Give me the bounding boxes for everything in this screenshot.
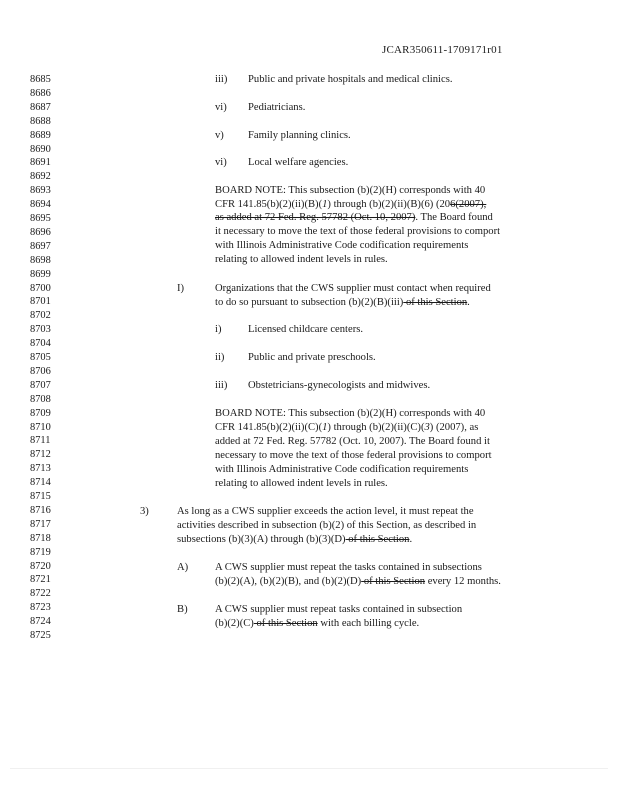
note-italic: 1 [322, 199, 328, 210]
item-text-part: . [409, 534, 413, 545]
line-number: 8700 [30, 282, 51, 294]
line-number: 8695 [30, 213, 51, 224]
line-number: 8723 [30, 602, 51, 614]
item-text: Public and private hospitals and medical clinics. [248, 74, 453, 85]
item-label: B) [177, 604, 188, 615]
item-label: i) [215, 324, 222, 335]
item-text: activities described in subsection (b)(2) of this Section, as described in [177, 520, 477, 531]
line-number: 8722 [30, 588, 51, 600]
item-text-part: (b)(2)(C) [215, 618, 254, 629]
item-text [215, 576, 501, 587]
note-line: relating to allowed indent levels in rules. [215, 478, 388, 489]
note-text: . The Board found [415, 212, 493, 223]
item-text: Obstetricians-gynecologists and midwives. [248, 380, 431, 391]
line-number: 8721 [30, 574, 51, 586]
line-number: 8685 [30, 74, 51, 85]
item-text: Licensed childcare centers. [248, 324, 363, 335]
item-text-part: subsections (b)(3)(A) through (b)(3)(D) [177, 534, 346, 545]
line-number: 8701 [30, 296, 51, 308]
item-label: 3) [140, 506, 149, 517]
line-number: 8715 [30, 491, 51, 502]
item-text: Organizations that the CWS supplier must contact when required [215, 283, 491, 294]
note-line: with Illinois Administrative Code codification requirements [215, 240, 469, 251]
deleted-text: 6 [450, 199, 456, 210]
note-text: CFR 141.85(b)(2)(ii)(B)( [215, 199, 323, 210]
line-number: 8712 [30, 449, 51, 461]
note-line [215, 422, 478, 433]
line-number: 8697 [30, 240, 51, 252]
line-number: 8696 [30, 226, 51, 238]
line-number: 8707 [30, 379, 51, 391]
line-number: 8713 [30, 463, 51, 475]
line-number: 8702 [30, 310, 51, 322]
line-number: 8698 [30, 254, 51, 266]
note-text: ) through (b)(2)(ii)(B)(6) (20 [327, 199, 451, 210]
item-text-part: (b)(2)(A), (b)(2)(B), and (b)(2)(D) [215, 576, 362, 587]
item-text: A CWS supplier must repeat tasks contained in subsection [215, 604, 463, 615]
note-italic: 1 [322, 422, 328, 433]
item-text-part: . [467, 297, 470, 308]
item-text: Local welfare agencies. [248, 157, 349, 168]
line-number: 8708 [30, 393, 51, 405]
item-label: I) [177, 283, 185, 294]
line-number: 8686 [30, 87, 51, 99]
note-line: added at 72 Fed. Reg. 57782 (Oct. 10, 2007). The Board found it [215, 436, 490, 447]
line-number: 8714 [30, 477, 51, 489]
item-label: v) [215, 130, 224, 141]
deleted-text: of this Section [403, 297, 468, 308]
line-number: 8711 [30, 435, 51, 447]
line-number: 8720 [30, 560, 51, 572]
deleted-text: of this Section [345, 534, 410, 545]
line-number: 8692 [30, 171, 51, 183]
line-number: 8690 [30, 143, 51, 155]
item-text: A CWS supplier must repeat the tasks contained in subsections [215, 562, 482, 573]
line-number: 8706 [30, 365, 51, 377]
page-bottom-divider [10, 768, 608, 769]
line-number: 8705 [30, 352, 51, 363]
line-number: 8725 [30, 630, 51, 641]
line-number: 8704 [30, 338, 51, 350]
item-text [177, 534, 412, 545]
deleted-text: of this Section [361, 576, 426, 587]
note-line: it necessary to move the text of those federal provisions to comport [215, 226, 501, 237]
line-number: 8716 [30, 504, 51, 516]
item-label: ii) [215, 352, 225, 363]
item-text-part: to do so pursuant to subsection (b)(2)(B)(iii) [215, 297, 404, 308]
line-number: 8709 [30, 407, 51, 419]
line-number: 8694 [30, 199, 51, 211]
item-label: vi) [215, 157, 227, 168]
item-label: A) [177, 562, 189, 573]
line-number: 8710 [30, 421, 51, 433]
line-number: 8688 [30, 115, 51, 127]
line-number: 8718 [30, 532, 51, 544]
item-text [215, 618, 419, 629]
item-label: iii) [215, 380, 228, 391]
note-line: BOARD NOTE: This subsection (b)(2)(H) corresponds with 40 [215, 185, 486, 196]
item-text [215, 297, 470, 308]
line-number: 8724 [30, 616, 51, 628]
note-line: BOARD NOTE: This subsection (b)(2)(H) corresponds with 40 [215, 408, 486, 419]
note-line [215, 212, 493, 223]
note-text: CFR 141.85(b)(2)(ii)(C)( [215, 422, 323, 433]
item-text-part: every 12 months. [425, 576, 501, 587]
line-number: 8687 [30, 101, 51, 113]
note-text: ) (2007), as [429, 422, 479, 433]
line-number: 8703 [30, 324, 51, 336]
note-line: necessary to move the text of those federal provisions to comport [215, 450, 492, 461]
line-number: 8693 [30, 185, 51, 197]
line-number: 8719 [30, 546, 51, 558]
deleted-text: as added at 72 Fed. Reg. 57782 (Oct. 10, 2007) [215, 212, 416, 223]
line-number: 8689 [30, 129, 51, 141]
deleted-text: of this Section [253, 618, 318, 629]
line-number: 8699 [30, 268, 51, 280]
note-line [215, 199, 486, 210]
note-text: ) through (b)(2)(ii)(C)( [327, 422, 425, 433]
note-italic: 3 [424, 422, 430, 433]
item-text: As long as a CWS supplier exceeds the action level, it must repeat the [177, 506, 474, 517]
item-text-part: with each billing cycle. [317, 618, 420, 629]
item-label: iii) [215, 74, 228, 85]
document-id-header: JCAR350611-1709171r01 [382, 44, 503, 56]
line-number: 8717 [30, 518, 51, 530]
deleted-text: (2007), [455, 199, 487, 210]
item-text: Family planning clinics. [248, 130, 351, 141]
item-text: Pediatricians. [248, 102, 306, 113]
line-number: 8691 [30, 157, 51, 169]
note-line: relating to allowed indent levels in rules. [215, 254, 388, 265]
item-label: vi) [215, 102, 227, 113]
item-text: Public and private preschools. [248, 352, 376, 363]
note-line: with Illinois Administrative Code codification requirements [215, 464, 469, 475]
